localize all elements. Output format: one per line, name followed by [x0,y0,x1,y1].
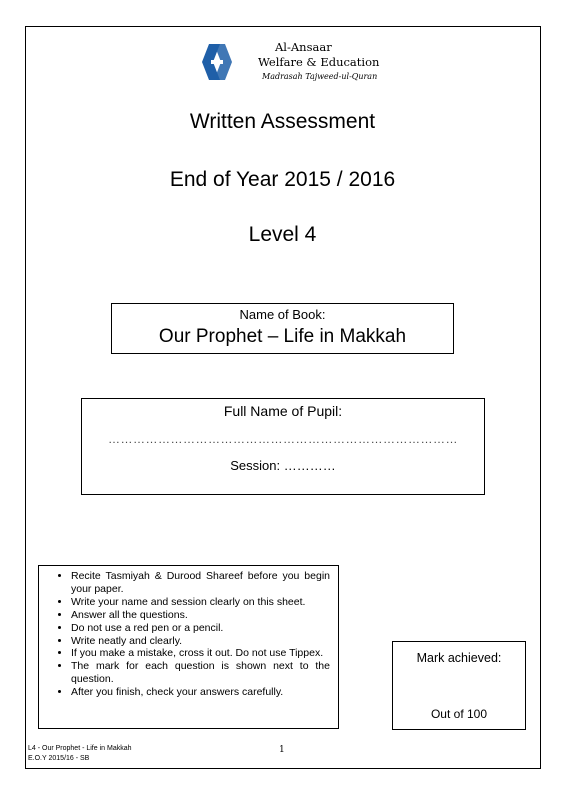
instruction-item: • Write your name and session clearly on this sheet. [71,596,330,609]
pupil-name-field[interactable]: ………………………………………………………………………… [108,432,458,446]
instructions-list [39,570,330,699]
school-logo [200,40,380,96]
logo-tagline: Madrasah Tajweed-ul-Quran [262,72,378,81]
al-ansaar-logo-icon [200,42,234,84]
instructions-box [38,565,339,729]
pupil-name-label: Full Name of Pupil: [223,403,343,419]
pupil-box [81,398,485,495]
instruction-item: • The mark for each question is shown next to the question. [71,660,330,686]
instruction-item: • Do not use a red pen or a pencil. [71,622,330,635]
page-number: 1 [279,745,285,755]
level-heading: Level 4 [248,223,317,246]
mark-label: Mark achieved: [416,651,502,665]
logo-name: Al-Ansaar [275,40,332,54]
footer-code: E.O.Y 2015/16 - SB [28,755,90,762]
session-field[interactable]: Session: ………… [230,458,336,473]
instruction-item: • Write neatly and clearly. [71,635,330,648]
instruction-item: • After you finish, check your answers carefully. [71,686,330,699]
logo-subtitle: Welfare & Education [258,55,380,69]
instruction-item: • Recite Tasmiyah & Durood Shareef before you begin your paper. [71,570,330,596]
mark-box [392,641,526,730]
mark-total: Out of 100 [430,707,488,721]
book-box [111,303,454,354]
instruction-item: • If you make a mistake, cross it out. Do not use Tippex. [71,647,330,660]
page-title: Written Assessment [189,110,376,133]
book-title: Our Prophet – Life in Makkah [158,326,407,347]
footer-book: L4 - Our Prophet - Life in Makkah [28,745,132,752]
assessment-year: End of Year 2015 / 2016 [169,168,396,191]
book-label: Name of Book: [239,307,326,322]
footer-info [28,744,132,764]
instruction-item: • Answer all the questions. [71,609,330,622]
